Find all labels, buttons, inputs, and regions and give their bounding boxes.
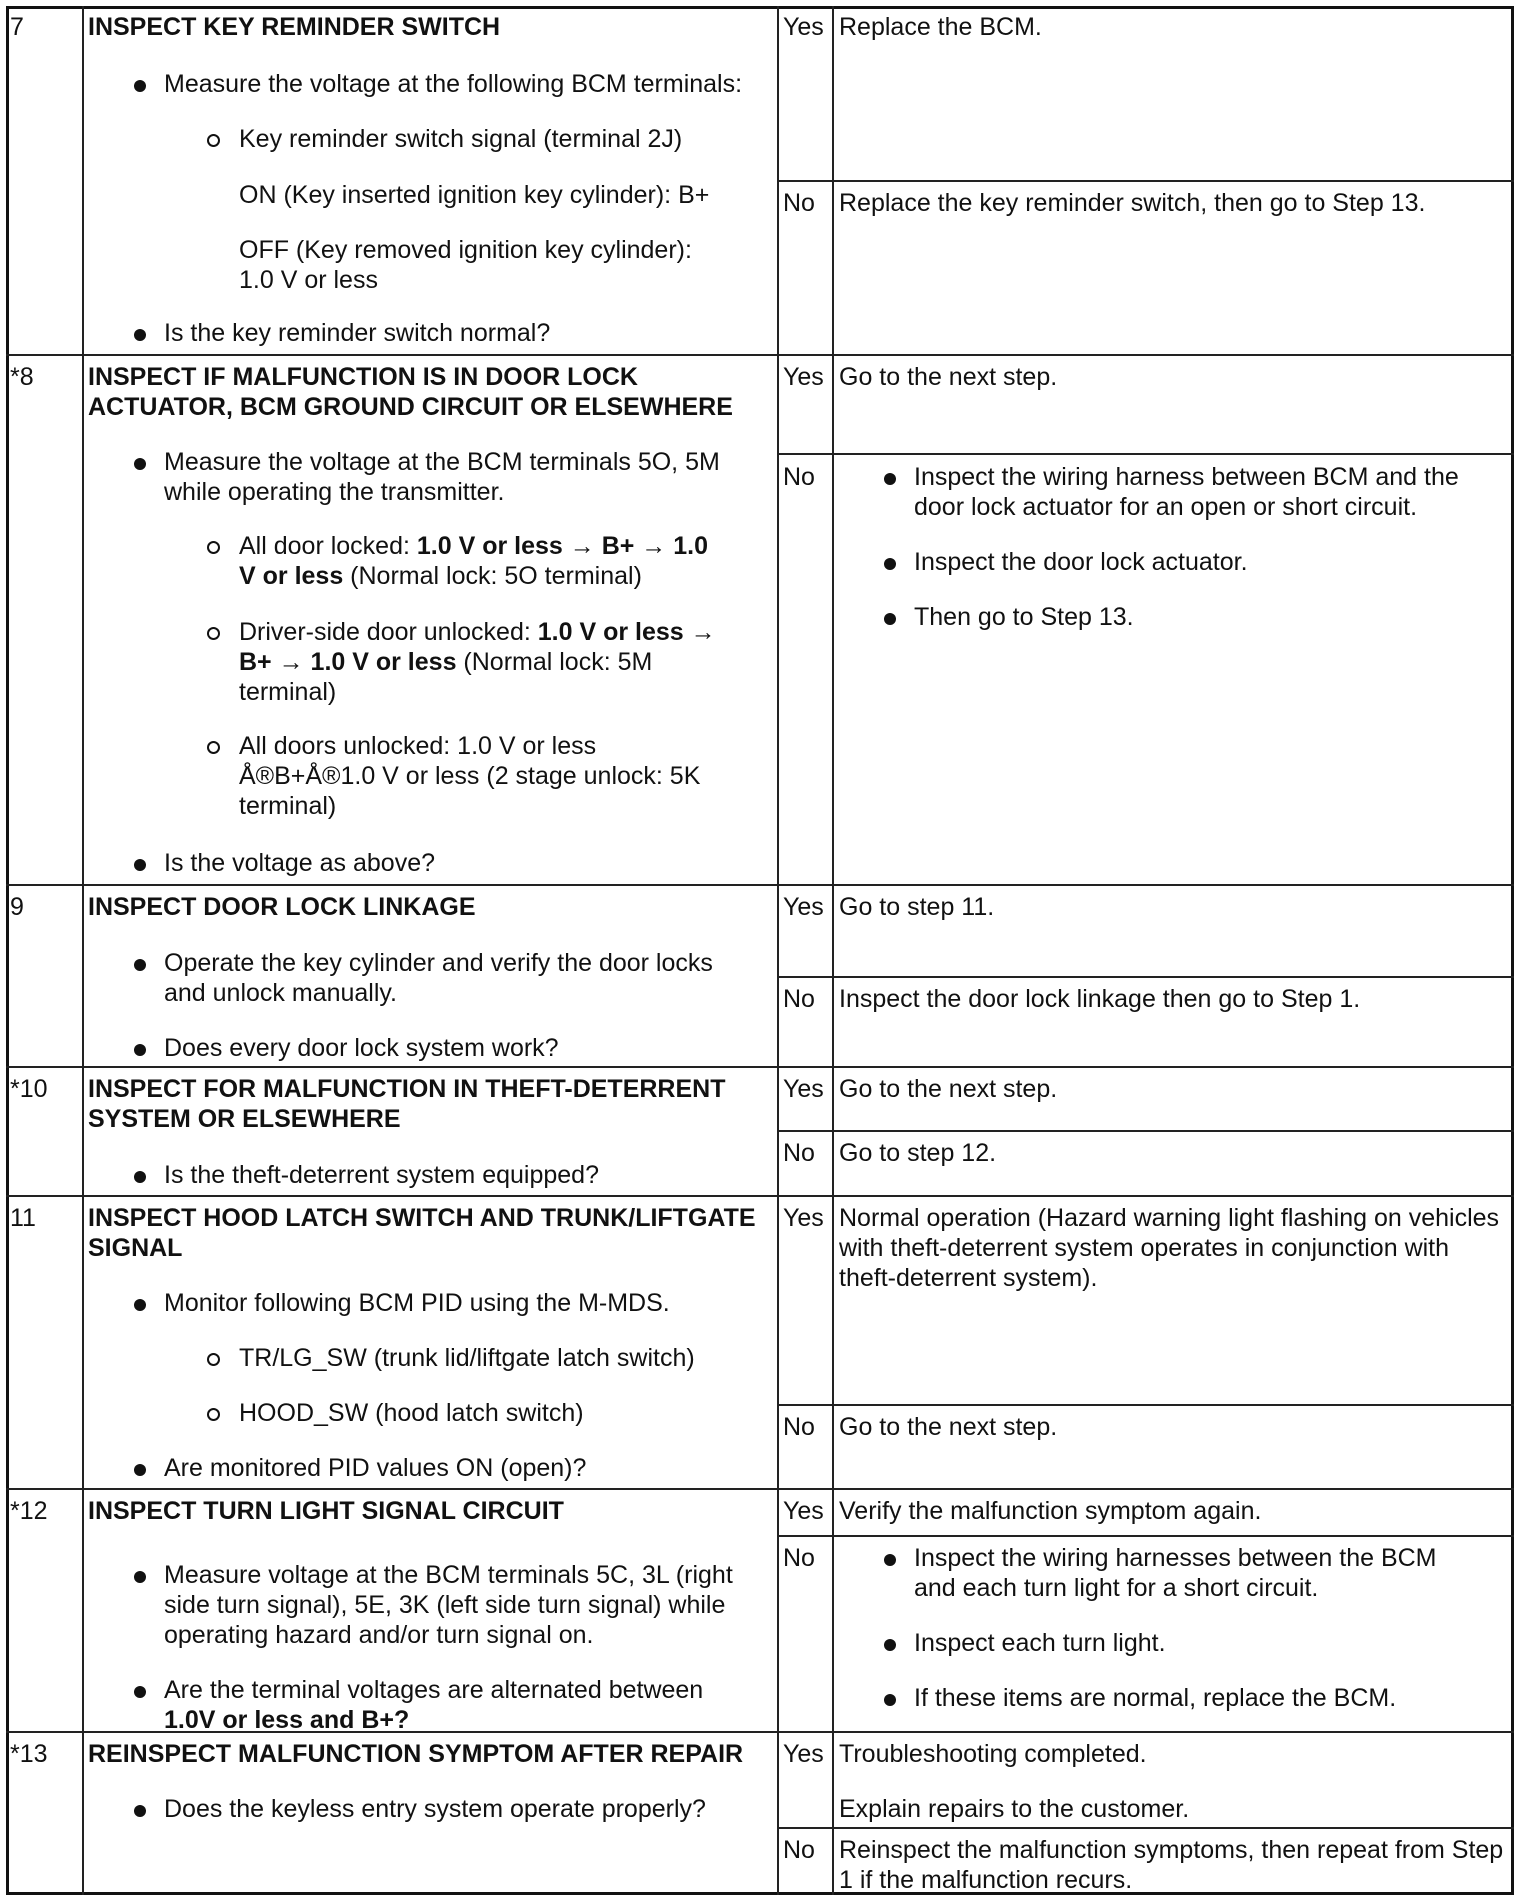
bullet-icon: [134, 1464, 146, 1476]
step-title: INSPECT TURN LIGHT SIGNAL CIRCUIT: [88, 1497, 564, 1525]
sub-bullet-icon: [207, 541, 220, 554]
no-bullet-text: If these items are normal, replace the BCM.: [914, 1684, 1397, 1712]
spec-text: 1.0 V or less: [239, 266, 378, 294]
bullet-text: Monitor following BCM PID using the M-MDS.: [164, 1289, 670, 1317]
yes-no-divider: [777, 976, 1514, 978]
step-title: INSPECT DOOR LOCK LINKAGE: [88, 893, 476, 921]
yes-label: Yes: [783, 363, 824, 391]
step-title: INSPECT HOOD LATCH SWITCH AND TRUNK/LIFTGATE: [88, 1204, 756, 1232]
bullet-icon: [884, 473, 896, 485]
sub-bullet-text: Driver-side door unlocked: 1.0 V or less →: [239, 618, 716, 646]
bullet-icon: [134, 80, 146, 92]
no-bullet-text: Inspect the wiring harnesses between the BCM: [914, 1544, 1437, 1572]
no-label: No: [783, 1139, 815, 1167]
sub-bullet-icon: [207, 134, 220, 147]
no-result: Inspect the door lock linkage then go to Step 1.: [839, 985, 1361, 1013]
bullet-text: Is the theft-deterrent system equipped?: [164, 1161, 599, 1189]
yes-result: Go to the next step.: [839, 1075, 1058, 1103]
bullet-text: while operating the transmitter.: [164, 478, 505, 506]
yes-result: Verify the malfunction symptom again.: [839, 1497, 1262, 1525]
bullet-text: Operate the key cylinder and verify the door locks: [164, 949, 713, 977]
yes-label: Yes: [783, 1204, 824, 1232]
no-label: No: [783, 1544, 815, 1572]
bullet-icon: [884, 1639, 896, 1651]
bullet-icon: [134, 1571, 146, 1583]
yes-label: Yes: [783, 893, 824, 921]
no-bullet-text: Then go to Step 13.: [914, 603, 1134, 631]
col-divider-result: [832, 6, 834, 1895]
sub-bullet-icon: [207, 1353, 220, 1366]
bullet-icon: [134, 458, 146, 470]
bullet-text: Is the key reminder switch normal?: [164, 319, 551, 347]
yes-result: Go to the next step.: [839, 363, 1058, 391]
no-bullet-text: Inspect each turn light.: [914, 1629, 1166, 1657]
sub-bullet-text: Key reminder switch signal (terminal 2J): [239, 125, 683, 153]
step-title: INSPECT KEY REMINDER SWITCH: [88, 13, 501, 41]
bullet-icon: [134, 1299, 146, 1311]
step-number: *8: [10, 363, 34, 391]
no-label: No: [783, 985, 815, 1013]
row-divider: [6, 1066, 1514, 1068]
sub-bullet-text: TR/LG_SW (trunk lid/liftgate latch switch): [239, 1344, 695, 1372]
bullet-icon: [884, 1694, 896, 1706]
row-divider: [6, 884, 1514, 886]
bullet-text: Are the terminal voltages are alternated between: [164, 1676, 704, 1704]
bullet-icon: [134, 959, 146, 971]
sub-bullet-text: All doors unlocked: 1.0 V or less: [239, 732, 597, 760]
step-title: ACTUATOR, BCM GROUND CIRCUIT OR ELSEWHERE: [88, 393, 733, 421]
bullet-icon: [884, 1554, 896, 1566]
sub-bullet-text: HOOD_SW (hood latch switch): [239, 1399, 584, 1427]
no-result: Go to the next step.: [839, 1413, 1058, 1441]
step-number: 9: [10, 893, 24, 921]
no-label: No: [783, 1836, 815, 1864]
bullet-text: Measure the voltage at the following BCM terminals:: [164, 70, 743, 98]
bullet-text: side turn signal), 5E, 3K (left side turn signal) while: [164, 1591, 726, 1619]
bullet-text: and unlock manually.: [164, 979, 398, 1007]
row-divider: [6, 354, 1514, 356]
step-number: 7: [10, 13, 24, 41]
bullet-icon: [134, 1044, 146, 1056]
step-title: INSPECT IF MALFUNCTION IS IN DOOR LOCK: [88, 363, 638, 391]
step-title: SIGNAL: [88, 1234, 183, 1262]
yes-label: Yes: [783, 13, 824, 41]
bullet-text: Is the voltage as above?: [164, 849, 436, 877]
sub-bullet-icon: [207, 1408, 220, 1421]
sub-bullet-text: V or less (Normal lock: 5O terminal): [239, 562, 642, 590]
yes-no-divider: [777, 180, 1514, 182]
bullet-text: Measure the voltage at the BCM terminals 5O, 5M: [164, 448, 720, 476]
bullet-icon: [884, 613, 896, 625]
yes-result: Explain repairs to the customer.: [839, 1795, 1190, 1823]
yes-no-divider: [777, 1827, 1514, 1829]
step-number: *13: [10, 1740, 48, 1768]
no-bullet-text: and each turn light for a short circuit.: [914, 1574, 1319, 1602]
yes-no-divider: [777, 1535, 1514, 1537]
bullet-text: Are monitored PID values ON (open)?: [164, 1454, 587, 1482]
yes-no-divider: [777, 453, 1514, 455]
no-bullet-text: door lock actuator for an open or short circuit.: [914, 493, 1418, 521]
col-divider-step: [82, 6, 84, 1895]
no-label: No: [783, 1413, 815, 1441]
no-label: No: [783, 189, 815, 217]
bullet-text: Measure voltage at the BCM terminals 5C, 3L (right: [164, 1561, 733, 1589]
no-bullet-text: Inspect the door lock actuator.: [914, 548, 1248, 576]
step-title: INSPECT FOR MALFUNCTION IN THEFT-DETERRENT: [88, 1075, 726, 1103]
bullet-icon: [134, 329, 146, 341]
no-result: Go to step 12.: [839, 1139, 997, 1167]
yes-no-divider: [777, 1130, 1514, 1132]
no-result: Replace the key reminder switch, then go to Step 13.: [839, 189, 1426, 217]
sub-bullet-text: Å®B+Å®1.0 V or less (2 stage unlock: 5K: [239, 762, 701, 790]
bullet-icon: [134, 1805, 146, 1817]
yes-label: Yes: [783, 1497, 824, 1525]
yes-result: with theft-deterrent system operates in conjunction with: [839, 1234, 1450, 1262]
sub-bullet-text: terminal): [239, 678, 337, 706]
spec-text: OFF (Key removed ignition key cylinder):: [239, 236, 692, 264]
sub-bullet-text: B+ → 1.0 V or less (Normal lock: 5M: [239, 648, 653, 676]
bullet-text: Does every door lock system work?: [164, 1034, 559, 1062]
step-number: *10: [10, 1075, 48, 1103]
row-divider: [6, 1195, 1514, 1197]
yes-result: Replace the BCM.: [839, 13, 1042, 41]
step-number: 11: [10, 1204, 36, 1232]
yes-result: Troubleshooting completed.: [839, 1740, 1147, 1768]
no-label: No: [783, 463, 815, 491]
yes-no-divider: [777, 1404, 1514, 1406]
bullet-icon: [134, 1171, 146, 1183]
step-title: SYSTEM OR ELSEWHERE: [88, 1105, 401, 1133]
sub-bullet-text: All door locked: 1.0 V or less → B+ → 1.0: [239, 532, 708, 560]
yes-result: Go to step 11.: [839, 893, 995, 921]
bullet-icon: [884, 558, 896, 570]
no-bullet-text: Inspect the wiring harness between BCM and the: [914, 463, 1459, 491]
bullet-icon: [134, 859, 146, 871]
col-divider-action: [777, 6, 779, 1895]
sub-bullet-text: terminal): [239, 792, 337, 820]
step-title: REINSPECT MALFUNCTION SYMPTOM AFTER REPAIR: [88, 1740, 744, 1768]
row-divider: [6, 1488, 1514, 1490]
bullet-text: operating hazard and/or turn signal on.: [164, 1621, 594, 1649]
yes-result: theft-deterrent system).: [839, 1264, 1098, 1292]
no-result: 1 if the malfunction recurs.: [839, 1866, 1133, 1894]
bullet-icon: [134, 1686, 146, 1698]
yes-label: Yes: [783, 1740, 824, 1768]
sub-bullet-icon: [207, 627, 220, 640]
yes-result: Normal operation (Hazard warning light flashing on vehicles: [839, 1204, 1500, 1232]
yes-label: Yes: [783, 1075, 824, 1103]
bullet-text: 1.0V or less and B+?: [164, 1706, 410, 1734]
bullet-text: Does the keyless entry system operate properly?: [164, 1795, 706, 1823]
sub-bullet-icon: [207, 741, 220, 754]
step-number: *12: [10, 1497, 48, 1525]
no-result: Reinspect the malfunction symptoms, then repeat from Step: [839, 1836, 1504, 1864]
spec-text: ON (Key inserted ignition key cylinder): B+: [239, 181, 710, 209]
